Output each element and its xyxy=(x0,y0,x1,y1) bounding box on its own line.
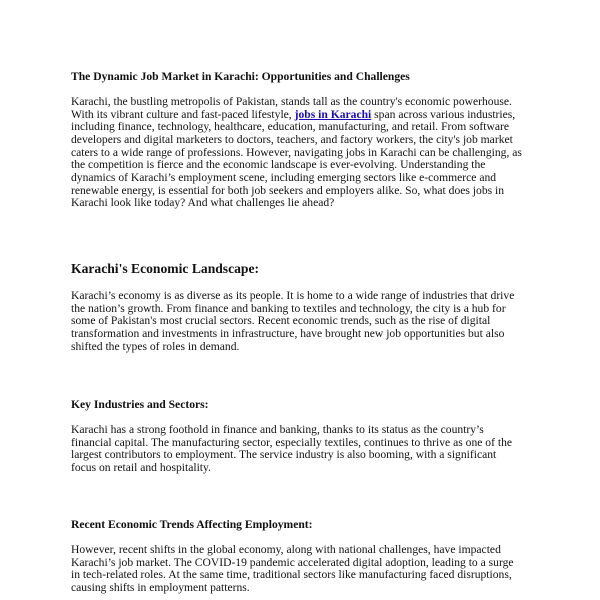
paragraph-line: in tech-related roles. At the same time, traditional sectors like manufacturing faced disruptions, xyxy=(71,568,512,582)
key-industries-paragraph xyxy=(71,424,533,475)
intro-line: caters to a wide range of professions. However, navigating jobs in Karachi can be challenging, as xyxy=(71,145,522,159)
paragraph-line: Karachi has a strong foothold in finance and banking, thanks to its status as the country’s xyxy=(71,423,484,436)
intro-line: the competition is fierce and the economic landscape is ever-evolving. Understanding the xyxy=(71,158,486,172)
paragraph-line: Karachi’s economy is as diverse as its people. It is home to a wide range of industries that drive xyxy=(71,289,515,302)
paragraph-line: financial capital. The manufacturing sector, especially textiles, continues to thrive as one of the xyxy=(71,435,513,449)
intro-line: including finance, technology, healthcare, education, manufacturing, and retail. From software xyxy=(71,120,510,134)
paragraph-line: shifted the types of roles in demand. xyxy=(71,339,240,353)
paragraph-line: focus on retail and hospitality. xyxy=(71,460,211,474)
paragraph-line: Karachi’s job market. The COVID-19 pandemic accelerated digital adoption, leading to a surge xyxy=(71,555,514,569)
paragraph-line: transformation and investments in infrastructure, have brought new job opportunities but also xyxy=(71,326,505,340)
section-heading-key-industries: Key Industries and Sectors: xyxy=(71,398,209,411)
intro-line: Karachi look like today? And what challenges lie ahead? xyxy=(71,196,335,210)
section-heading-recent-trends: Recent Economic Trends Affecting Employment: xyxy=(71,518,313,531)
intro-line: developers and digital marketers to doctors, teachers, and factory workers, the city's job market xyxy=(71,132,513,146)
paragraph-line: causing shifts in employment patterns. xyxy=(71,580,250,594)
jobs-in-karachi-link[interactable]: jobs in Karachi xyxy=(294,107,372,121)
economic-landscape-paragraph xyxy=(71,290,533,353)
intro-line: dynamics of Karachi’s employment scene, including emerging sectors like e-commerce and xyxy=(71,170,497,184)
paragraph-line: the nation’s growth. From finance and banking to textiles and technology, the city is a hub for xyxy=(71,301,506,315)
section-heading-economic-landscape: Karachi's Economic Landscape: xyxy=(71,261,260,276)
intro-paragraph xyxy=(71,96,533,210)
intro-line-text: With its vibrant culture and fast-paced lifestyle, xyxy=(71,107,295,121)
intro-line: Karachi, the bustling metropolis of Pakistan, stands tall as the country's economic powerhouse. xyxy=(71,95,512,108)
paragraph-line: some of Pakistan's most crucial sectors. Recent economic trends, such as the rise of digital xyxy=(71,314,491,328)
recent-trends-paragraph xyxy=(71,544,533,595)
intro-line: renewable energy, is essential for both job seekers and employers alike. So, what does jobs in xyxy=(71,183,505,197)
document-title: The Dynamic Job Market in Karachi: Opportunities and Challenges xyxy=(71,70,410,83)
paragraph-line: largest contributors to employment. The service industry is also booming, with a significant xyxy=(71,448,497,462)
intro-line-text: span across various industries, xyxy=(371,107,516,121)
paragraph-line: However, recent shifts in the global economy, along with national challenges, have impacted xyxy=(71,543,501,556)
